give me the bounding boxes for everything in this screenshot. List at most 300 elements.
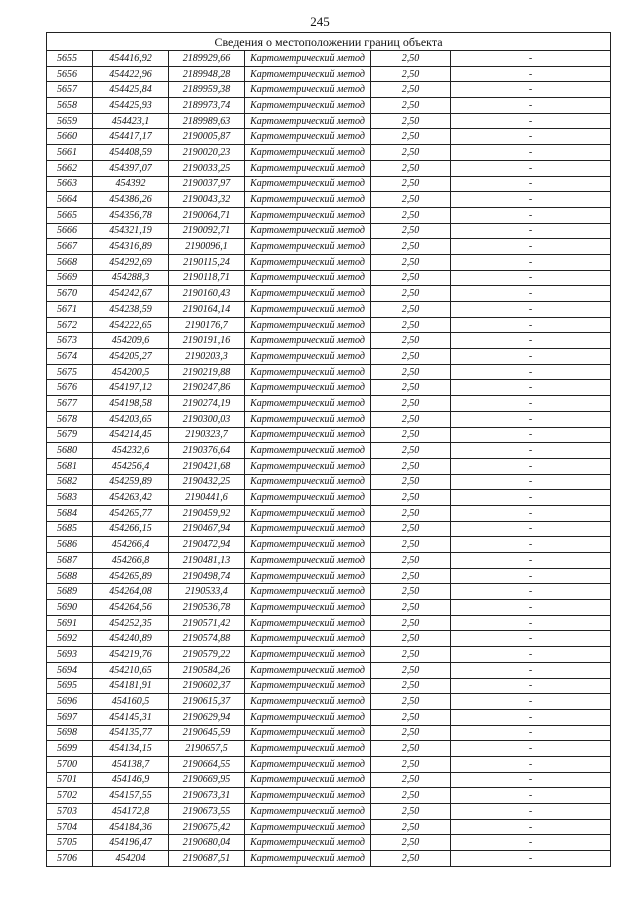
method-cell: Картометрический метод <box>245 615 371 631</box>
table-row <box>47 458 611 474</box>
method-cell: Картометрический метод <box>245 98 371 114</box>
description-cell: - <box>451 396 611 412</box>
x-coordinate-cell: 454425,93 <box>93 98 169 114</box>
y-coordinate-cell: 2190219,88 <box>169 364 245 380</box>
method-cell: Картометрический метод <box>245 584 371 600</box>
point-number-cell: 5687 <box>47 553 93 569</box>
accuracy-cell: 2,50 <box>371 396 451 412</box>
x-coordinate-cell: 454263,42 <box>93 490 169 506</box>
y-coordinate-cell: 2190191,16 <box>169 333 245 349</box>
y-coordinate-cell: 2190657,5 <box>169 741 245 757</box>
method-cell: Картометрический метод <box>245 82 371 98</box>
accuracy-cell: 2,50 <box>371 427 451 443</box>
accuracy-cell: 2,50 <box>371 647 451 663</box>
description-cell: - <box>451 286 611 302</box>
table-body <box>47 51 611 867</box>
method-cell: Картометрический метод <box>245 333 371 349</box>
method-cell: Картометрический метод <box>245 490 371 506</box>
accuracy-cell: 2,50 <box>371 725 451 741</box>
method-cell: Картометрический метод <box>245 317 371 333</box>
method-cell: Картометрический метод <box>245 129 371 145</box>
method-cell: Картометрический метод <box>245 521 371 537</box>
point-number-cell: 5677 <box>47 396 93 412</box>
table-row <box>47 239 611 255</box>
point-number-cell: 5704 <box>47 819 93 835</box>
table-row <box>47 694 611 710</box>
point-number-cell: 5693 <box>47 647 93 663</box>
point-number-cell: 5673 <box>47 333 93 349</box>
x-coordinate-cell: 454425,84 <box>93 82 169 98</box>
point-number-cell: 5672 <box>47 317 93 333</box>
y-coordinate-cell: 2190533,4 <box>169 584 245 600</box>
x-coordinate-cell: 454214,45 <box>93 427 169 443</box>
x-coordinate-cell: 454138,7 <box>93 756 169 772</box>
method-cell: Картометрический метод <box>245 223 371 239</box>
table-row <box>47 709 611 725</box>
x-coordinate-cell: 454240,89 <box>93 631 169 647</box>
accuracy-cell: 2,50 <box>371 443 451 459</box>
y-coordinate-cell: 2190037,97 <box>169 176 245 192</box>
accuracy-cell: 2,50 <box>371 302 451 318</box>
x-coordinate-cell: 454198,58 <box>93 396 169 412</box>
x-coordinate-cell: 454256,4 <box>93 458 169 474</box>
description-cell: - <box>451 223 611 239</box>
table-row <box>47 788 611 804</box>
description-cell: - <box>451 113 611 129</box>
table-row <box>47 600 611 616</box>
accuracy-cell: 2,50 <box>371 615 451 631</box>
x-coordinate-cell: 454242,67 <box>93 286 169 302</box>
description-cell: - <box>451 411 611 427</box>
method-cell: Картометрический метод <box>245 600 371 616</box>
description-cell: - <box>451 725 611 741</box>
method-cell: Картометрический метод <box>245 364 371 380</box>
y-coordinate-cell: 2190020,23 <box>169 145 245 161</box>
table-row <box>47 521 611 537</box>
y-coordinate-cell: 2190323,7 <box>169 427 245 443</box>
accuracy-cell: 2,50 <box>371 160 451 176</box>
point-number-cell: 5698 <box>47 725 93 741</box>
description-cell: - <box>451 694 611 710</box>
method-cell: Картометрический метод <box>245 349 371 365</box>
table-row <box>47 553 611 569</box>
x-coordinate-cell: 454321,19 <box>93 223 169 239</box>
x-coordinate-cell: 454196,47 <box>93 835 169 851</box>
y-coordinate-cell: 2190675,42 <box>169 819 245 835</box>
method-cell: Картометрический метод <box>245 160 371 176</box>
accuracy-cell: 2,50 <box>371 364 451 380</box>
accuracy-cell: 2,50 <box>371 568 451 584</box>
x-coordinate-cell: 454222,65 <box>93 317 169 333</box>
description-cell: - <box>451 302 611 318</box>
y-coordinate-cell: 2190274,19 <box>169 396 245 412</box>
description-cell: - <box>451 333 611 349</box>
table-row <box>47 647 611 663</box>
method-cell: Картометрический метод <box>245 443 371 459</box>
accuracy-cell: 2,50 <box>371 756 451 772</box>
x-coordinate-cell: 454252,35 <box>93 615 169 631</box>
x-coordinate-cell: 454288,3 <box>93 270 169 286</box>
x-coordinate-cell: 454392 <box>93 176 169 192</box>
table-row <box>47 333 611 349</box>
table-row <box>47 254 611 270</box>
y-coordinate-cell: 2190472,94 <box>169 537 245 553</box>
y-coordinate-cell: 2190459,92 <box>169 505 245 521</box>
x-coordinate-cell: 454264,56 <box>93 600 169 616</box>
method-cell: Картометрический метод <box>245 505 371 521</box>
y-coordinate-cell: 2190602,37 <box>169 678 245 694</box>
table-row <box>47 192 611 208</box>
x-coordinate-cell: 454417,17 <box>93 129 169 145</box>
point-number-cell: 5676 <box>47 380 93 396</box>
point-number-cell: 5694 <box>47 662 93 678</box>
x-coordinate-cell: 454266,8 <box>93 553 169 569</box>
table-row <box>47 490 611 506</box>
y-coordinate-cell: 2190300,03 <box>169 411 245 427</box>
x-coordinate-cell: 454265,77 <box>93 505 169 521</box>
point-number-cell: 5656 <box>47 66 93 82</box>
accuracy-cell: 2,50 <box>371 192 451 208</box>
y-coordinate-cell: 2190673,31 <box>169 788 245 804</box>
point-number-cell: 5690 <box>47 600 93 616</box>
y-coordinate-cell: 2190571,42 <box>169 615 245 631</box>
y-coordinate-cell: 2190164,14 <box>169 302 245 318</box>
accuracy-cell: 2,50 <box>371 741 451 757</box>
method-cell: Картометрический метод <box>245 756 371 772</box>
y-coordinate-cell: 2190645,59 <box>169 725 245 741</box>
accuracy-cell: 2,50 <box>371 662 451 678</box>
table-row <box>47 631 611 647</box>
method-cell: Картометрический метод <box>245 207 371 223</box>
method-cell: Картометрический метод <box>245 113 371 129</box>
y-coordinate-cell: 2190203,3 <box>169 349 245 365</box>
description-cell: - <box>451 819 611 835</box>
description-cell: - <box>451 317 611 333</box>
method-cell: Картометрический метод <box>245 804 371 820</box>
accuracy-cell: 2,50 <box>371 505 451 521</box>
accuracy-cell: 2,50 <box>371 553 451 569</box>
point-number-cell: 5655 <box>47 51 93 67</box>
description-cell: - <box>451 804 611 820</box>
table-row <box>47 443 611 459</box>
x-coordinate-cell: 454266,15 <box>93 521 169 537</box>
y-coordinate-cell: 2190669,95 <box>169 772 245 788</box>
accuracy-cell: 2,50 <box>371 333 451 349</box>
y-coordinate-cell: 2190043,32 <box>169 192 245 208</box>
point-number-cell: 5669 <box>47 270 93 286</box>
method-cell: Картометрический метод <box>245 709 371 725</box>
accuracy-cell: 2,50 <box>371 788 451 804</box>
x-coordinate-cell: 454264,08 <box>93 584 169 600</box>
y-coordinate-cell: 2189973,74 <box>169 98 245 114</box>
accuracy-cell: 2,50 <box>371 521 451 537</box>
description-cell: - <box>451 474 611 490</box>
method-cell: Картометрический метод <box>245 302 371 318</box>
point-number-cell: 5689 <box>47 584 93 600</box>
accuracy-cell: 2,50 <box>371 286 451 302</box>
accuracy-cell: 2,50 <box>371 129 451 145</box>
accuracy-cell: 2,50 <box>371 474 451 490</box>
accuracy-cell: 2,50 <box>371 411 451 427</box>
accuracy-cell: 2,50 <box>371 239 451 255</box>
table-title-row <box>47 33 611 51</box>
x-coordinate-cell: 454172,8 <box>93 804 169 820</box>
y-coordinate-cell: 2190033,25 <box>169 160 245 176</box>
description-cell: - <box>451 176 611 192</box>
x-coordinate-cell: 454386,26 <box>93 192 169 208</box>
point-number-cell: 5678 <box>47 411 93 427</box>
y-coordinate-cell: 2190536,78 <box>169 600 245 616</box>
x-coordinate-cell: 454416,92 <box>93 51 169 67</box>
x-coordinate-cell: 454265,89 <box>93 568 169 584</box>
x-coordinate-cell: 454203,65 <box>93 411 169 427</box>
table-row <box>47 411 611 427</box>
point-number-cell: 5670 <box>47 286 93 302</box>
x-coordinate-cell: 454397,07 <box>93 160 169 176</box>
accuracy-cell: 2,50 <box>371 145 451 161</box>
method-cell: Картометрический метод <box>245 286 371 302</box>
x-coordinate-cell: 454209,6 <box>93 333 169 349</box>
method-cell: Картометрический метод <box>245 851 371 867</box>
method-cell: Картометрический метод <box>245 568 371 584</box>
method-cell: Картометрический метод <box>245 176 371 192</box>
accuracy-cell: 2,50 <box>371 254 451 270</box>
point-number-cell: 5685 <box>47 521 93 537</box>
description-cell: - <box>451 192 611 208</box>
table-row <box>47 756 611 772</box>
accuracy-cell: 2,50 <box>371 819 451 835</box>
method-cell: Картометрический метод <box>245 51 371 67</box>
y-coordinate-cell: 2190664,55 <box>169 756 245 772</box>
table-row <box>47 819 611 835</box>
table-row <box>47 364 611 380</box>
method-cell: Картометрический метод <box>245 772 371 788</box>
boundary-table <box>46 32 611 867</box>
table-row <box>47 160 611 176</box>
table-row <box>47 349 611 365</box>
accuracy-cell: 2,50 <box>371 490 451 506</box>
y-coordinate-cell: 2190421,68 <box>169 458 245 474</box>
accuracy-cell: 2,50 <box>371 349 451 365</box>
point-number-cell: 5706 <box>47 851 93 867</box>
y-coordinate-cell: 2189959,38 <box>169 82 245 98</box>
table-row <box>47 66 611 82</box>
description-cell: - <box>451 490 611 506</box>
method-cell: Картометрический метод <box>245 427 371 443</box>
table-row <box>47 662 611 678</box>
description-cell: - <box>451 380 611 396</box>
description-cell: - <box>451 788 611 804</box>
table-row <box>47 804 611 820</box>
table-row <box>47 113 611 129</box>
accuracy-cell: 2,50 <box>371 51 451 67</box>
x-coordinate-cell: 454292,69 <box>93 254 169 270</box>
accuracy-cell: 2,50 <box>371 600 451 616</box>
x-coordinate-cell: 454145,31 <box>93 709 169 725</box>
description-cell: - <box>451 270 611 286</box>
description-cell: - <box>451 427 611 443</box>
table-row <box>47 741 611 757</box>
point-number-cell: 5683 <box>47 490 93 506</box>
table-row <box>47 584 611 600</box>
point-number-cell: 5695 <box>47 678 93 694</box>
table-row <box>47 568 611 584</box>
x-coordinate-cell: 454205,27 <box>93 349 169 365</box>
description-cell: - <box>451 129 611 145</box>
method-cell: Картометрический метод <box>245 835 371 851</box>
method-cell: Картометрический метод <box>245 788 371 804</box>
description-cell: - <box>451 851 611 867</box>
point-number-cell: 5668 <box>47 254 93 270</box>
table-row <box>47 505 611 521</box>
table-title: Сведения о местоположении границ объекта <box>47 33 611 51</box>
y-coordinate-cell: 2190376,64 <box>169 443 245 459</box>
description-cell: - <box>451 584 611 600</box>
method-cell: Картометрический метод <box>245 66 371 82</box>
point-number-cell: 5657 <box>47 82 93 98</box>
method-cell: Картометрический метод <box>245 270 371 286</box>
y-coordinate-cell: 2190680,04 <box>169 835 245 851</box>
x-coordinate-cell: 454200,5 <box>93 364 169 380</box>
accuracy-cell: 2,50 <box>371 270 451 286</box>
y-coordinate-cell: 2190118,71 <box>169 270 245 286</box>
description-cell: - <box>451 207 611 223</box>
description-cell: - <box>451 349 611 365</box>
table-row <box>47 207 611 223</box>
method-cell: Картометрический метод <box>245 647 371 663</box>
description-cell: - <box>451 600 611 616</box>
x-coordinate-cell: 454157,55 <box>93 788 169 804</box>
table-row <box>47 145 611 161</box>
accuracy-cell: 2,50 <box>371 176 451 192</box>
point-number-cell: 5688 <box>47 568 93 584</box>
accuracy-cell: 2,50 <box>371 851 451 867</box>
y-coordinate-cell: 2190629,94 <box>169 709 245 725</box>
x-coordinate-cell: 454146,9 <box>93 772 169 788</box>
table-row <box>47 678 611 694</box>
x-coordinate-cell: 454210,65 <box>93 662 169 678</box>
point-number-cell: 5681 <box>47 458 93 474</box>
description-cell: - <box>451 82 611 98</box>
y-coordinate-cell: 2190005,87 <box>169 129 245 145</box>
point-number-cell: 5674 <box>47 349 93 365</box>
table-row <box>47 772 611 788</box>
accuracy-cell: 2,50 <box>371 207 451 223</box>
y-coordinate-cell: 2190584,26 <box>169 662 245 678</box>
method-cell: Картометрический метод <box>245 254 371 270</box>
x-coordinate-cell: 454181,91 <box>93 678 169 694</box>
x-coordinate-cell: 454259,89 <box>93 474 169 490</box>
accuracy-cell: 2,50 <box>371 631 451 647</box>
method-cell: Картометрический метод <box>245 631 371 647</box>
point-number-cell: 5665 <box>47 207 93 223</box>
description-cell: - <box>451 835 611 851</box>
method-cell: Картометрический метод <box>245 537 371 553</box>
description-cell: - <box>451 537 611 553</box>
y-coordinate-cell: 2190441,6 <box>169 490 245 506</box>
method-cell: Картометрический метод <box>245 819 371 835</box>
x-coordinate-cell: 454316,89 <box>93 239 169 255</box>
y-coordinate-cell: 2190687,51 <box>169 851 245 867</box>
y-coordinate-cell: 2189929,66 <box>169 51 245 67</box>
point-number-cell: 5675 <box>47 364 93 380</box>
accuracy-cell: 2,50 <box>371 804 451 820</box>
description-cell: - <box>451 521 611 537</box>
y-coordinate-cell: 2189948,28 <box>169 66 245 82</box>
table-row <box>47 396 611 412</box>
y-coordinate-cell: 2190064,71 <box>169 207 245 223</box>
description-cell: - <box>451 51 611 67</box>
x-coordinate-cell: 454356,78 <box>93 207 169 223</box>
point-number-cell: 5702 <box>47 788 93 804</box>
table-row <box>47 317 611 333</box>
point-number-cell: 5705 <box>47 835 93 851</box>
y-coordinate-cell: 2190247,86 <box>169 380 245 396</box>
accuracy-cell: 2,50 <box>371 678 451 694</box>
method-cell: Картометрический метод <box>245 725 371 741</box>
accuracy-cell: 2,50 <box>371 835 451 851</box>
x-coordinate-cell: 454160,5 <box>93 694 169 710</box>
description-cell: - <box>451 505 611 521</box>
description-cell: - <box>451 98 611 114</box>
point-number-cell: 5659 <box>47 113 93 129</box>
y-coordinate-cell: 2190574,88 <box>169 631 245 647</box>
accuracy-cell: 2,50 <box>371 694 451 710</box>
point-number-cell: 5679 <box>47 427 93 443</box>
x-coordinate-cell: 454134,15 <box>93 741 169 757</box>
table-row <box>47 286 611 302</box>
point-number-cell: 5699 <box>47 741 93 757</box>
point-number-cell: 5697 <box>47 709 93 725</box>
description-cell: - <box>451 145 611 161</box>
table-row <box>47 98 611 114</box>
description-cell: - <box>451 615 611 631</box>
point-number-cell: 5658 <box>47 98 93 114</box>
method-cell: Картометрический метод <box>245 458 371 474</box>
y-coordinate-cell: 2190115,24 <box>169 254 245 270</box>
point-number-cell: 5686 <box>47 537 93 553</box>
x-coordinate-cell: 454408,59 <box>93 145 169 161</box>
y-coordinate-cell: 2190498,74 <box>169 568 245 584</box>
method-cell: Картометрический метод <box>245 741 371 757</box>
method-cell: Картометрический метод <box>245 411 371 427</box>
table-row <box>47 537 611 553</box>
point-number-cell: 5660 <box>47 129 93 145</box>
y-coordinate-cell: 2190432,25 <box>169 474 245 490</box>
method-cell: Картометрический метод <box>245 192 371 208</box>
point-number-cell: 5701 <box>47 772 93 788</box>
table-row <box>47 474 611 490</box>
table-row <box>47 615 611 631</box>
description-cell: - <box>451 678 611 694</box>
point-number-cell: 5696 <box>47 694 93 710</box>
point-number-cell: 5666 <box>47 223 93 239</box>
table-row <box>47 427 611 443</box>
method-cell: Картометрический метод <box>245 474 371 490</box>
description-cell: - <box>451 66 611 82</box>
x-coordinate-cell: 454232,6 <box>93 443 169 459</box>
description-cell: - <box>451 239 611 255</box>
point-number-cell: 5667 <box>47 239 93 255</box>
accuracy-cell: 2,50 <box>371 458 451 474</box>
table-row <box>47 176 611 192</box>
table-row <box>47 380 611 396</box>
description-cell: - <box>451 553 611 569</box>
y-coordinate-cell: 2190615,37 <box>169 694 245 710</box>
table-row <box>47 725 611 741</box>
y-coordinate-cell: 2190481,13 <box>169 553 245 569</box>
method-cell: Картометрический метод <box>245 694 371 710</box>
